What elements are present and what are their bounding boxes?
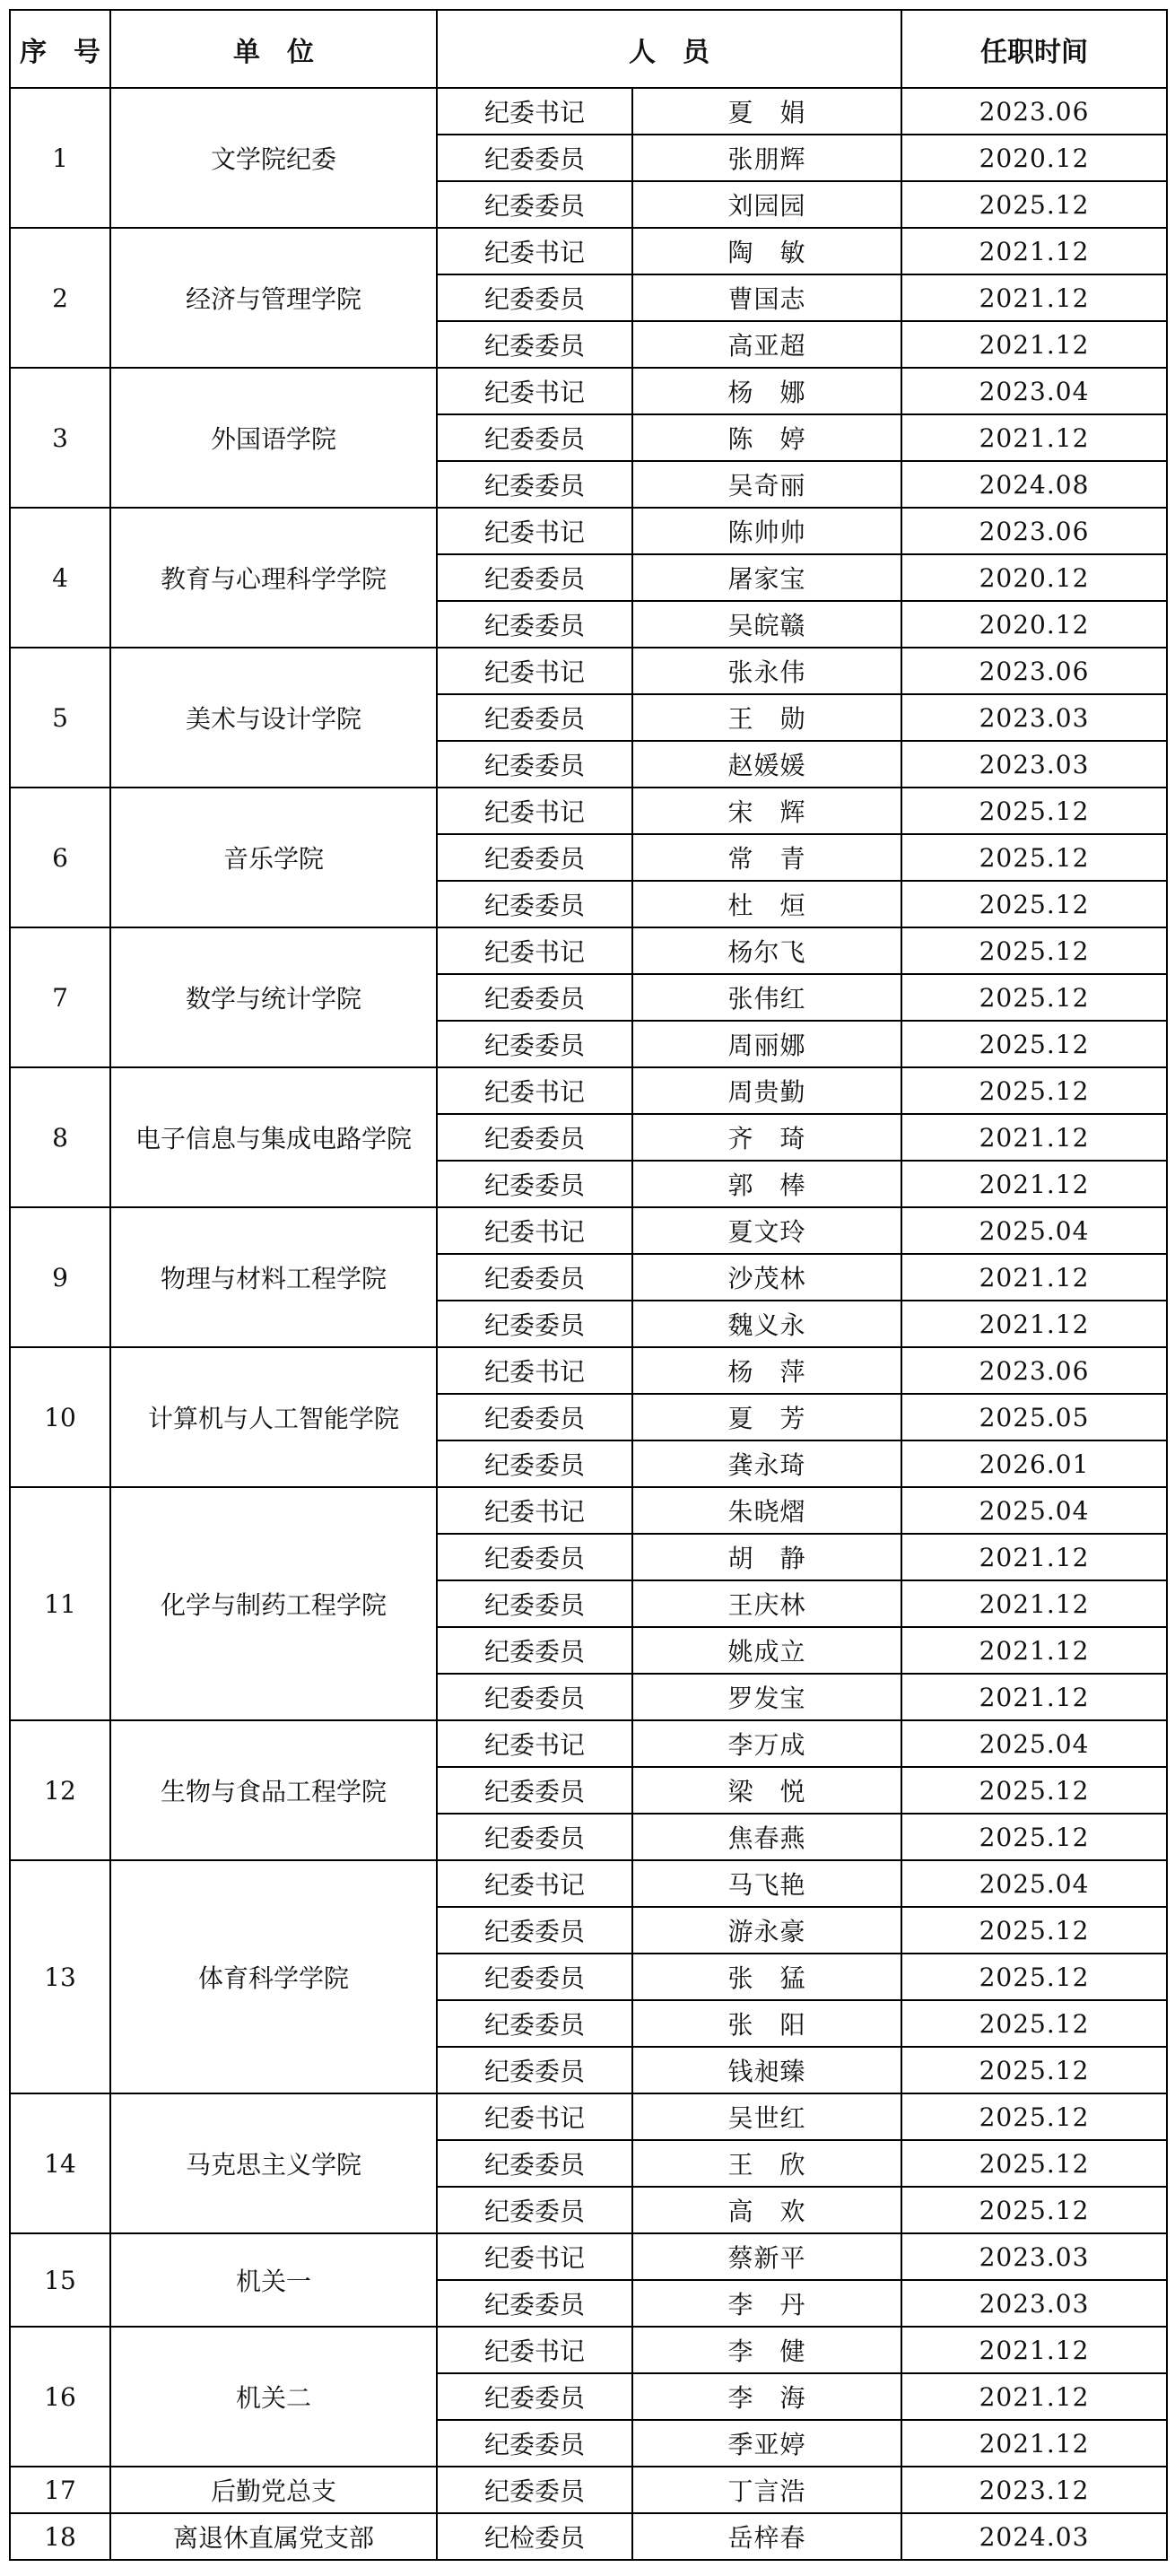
member-role-cell: 纪委委员	[437, 1440, 632, 1487]
serial-number-cell: 15	[10, 2233, 110, 2327]
member-role-cell: 纪委委员	[437, 2140, 632, 2187]
member-role-cell: 纪委书记	[437, 2093, 632, 2140]
serial-number-cell: 9	[10, 1207, 110, 1347]
member-role-cell: 纪委委员	[437, 1021, 632, 1067]
appointment-date-cell: 2025.12	[901, 1814, 1167, 1860]
serial-number-cell: 6	[10, 788, 110, 927]
member-role-cell: 纪检委员	[437, 2513, 632, 2560]
serial-number-cell: 12	[10, 1720, 110, 1860]
member-role-cell: 纪委书记	[437, 2233, 632, 2280]
member-role-cell: 纪委委员	[437, 601, 632, 648]
member-name-cell: 张伟红	[632, 974, 901, 1021]
member-name-cell: 杜 烜	[632, 881, 901, 927]
unit-name-cell: 电子信息与集成电路学院	[110, 1067, 437, 1207]
table-row	[10, 648, 1167, 694]
member-name-cell: 常 青	[632, 834, 901, 881]
member-role-cell: 纪委委员	[437, 1161, 632, 1207]
member-role-cell: 纪委委员	[437, 2047, 632, 2093]
serial-number-cell: 5	[10, 648, 110, 788]
table-row	[10, 368, 1167, 414]
serial-number-cell: 10	[10, 1347, 110, 1487]
appointment-date-cell: 2025.12	[901, 181, 1167, 228]
member-role-cell: 纪委委员	[437, 1254, 632, 1301]
appointment-date-cell: 2023.03	[901, 2280, 1167, 2327]
appointment-date-cell: 2021.12	[901, 1627, 1167, 1674]
member-role-cell: 纪委委员	[437, 1627, 632, 1674]
unit-name-cell: 外国语学院	[110, 368, 437, 508]
member-role-cell: 纪委委员	[437, 741, 632, 788]
appointment-date-cell: 2021.12	[901, 1580, 1167, 1627]
member-role-cell: 纪委委员	[437, 2280, 632, 2327]
roster-table	[9, 9, 1168, 2561]
table-row	[10, 1347, 1167, 1394]
member-name-cell: 姚成立	[632, 1627, 901, 1674]
member-role-cell: 纪委委员	[437, 1814, 632, 1860]
appointment-date-cell: 2021.12	[901, 1254, 1167, 1301]
header-row	[10, 10, 1167, 88]
appointment-date-cell: 2023.12	[901, 2467, 1167, 2513]
serial-number-cell: 4	[10, 508, 110, 648]
table-row	[10, 788, 1167, 834]
member-role-cell: 纪委委员	[437, 1580, 632, 1627]
table-row	[10, 228, 1167, 274]
appointment-date-cell: 2020.12	[901, 135, 1167, 181]
member-role-cell: 纪委委员	[437, 554, 632, 601]
member-name-cell: 杨尔飞	[632, 927, 901, 974]
table-row	[10, 1860, 1167, 1907]
appointment-date-cell: 2021.12	[901, 321, 1167, 368]
appointment-date-cell: 2021.12	[901, 1534, 1167, 1580]
member-role-cell: 纪委委员	[437, 1114, 632, 1161]
member-name-cell: 魏义永	[632, 1301, 901, 1347]
appointment-date-cell: 2025.12	[901, 2047, 1167, 2093]
member-name-cell: 吴奇丽	[632, 461, 901, 508]
unit-name-cell: 生物与食品工程学院	[110, 1720, 437, 1860]
member-role-cell: 纪委书记	[437, 1067, 632, 1114]
member-role-cell: 纪委书记	[437, 88, 632, 135]
appointment-date-cell: 2025.12	[901, 927, 1167, 974]
member-name-cell: 赵媛媛	[632, 741, 901, 788]
member-role-cell: 纪委书记	[437, 1720, 632, 1767]
appointment-date-cell: 2023.06	[901, 648, 1167, 694]
member-role-cell: 纪委书记	[437, 648, 632, 694]
member-name-cell: 陈帅帅	[632, 508, 901, 554]
member-name-cell: 李万成	[632, 1720, 901, 1767]
member-role-cell: 纪委委员	[437, 181, 632, 228]
member-role-cell: 纪委委员	[437, 461, 632, 508]
appointment-date-cell: 2025.12	[901, 2140, 1167, 2187]
unit-name-cell: 后勤党总支	[110, 2467, 437, 2513]
member-role-cell: 纪委委员	[437, 2187, 632, 2233]
appointment-date-cell: 2020.12	[901, 601, 1167, 648]
table-row	[10, 2513, 1167, 2560]
appointment-date-cell: 2025.12	[901, 2000, 1167, 2047]
header-appointment-time: 任职时间	[901, 10, 1167, 88]
member-role-cell: 纪委书记	[437, 1207, 632, 1254]
member-role-cell: 纪委委员	[437, 1394, 632, 1440]
appointment-date-cell: 2026.01	[901, 1440, 1167, 1487]
member-name-cell: 岳梓春	[632, 2513, 901, 2560]
appointment-date-cell: 2025.04	[901, 1720, 1167, 1767]
member-role-cell: 纪委委员	[437, 834, 632, 881]
table-row	[10, 1067, 1167, 1114]
member-name-cell: 梁 悦	[632, 1767, 901, 1814]
appointment-date-cell: 2025.04	[901, 1207, 1167, 1254]
member-name-cell: 郭 棒	[632, 1161, 901, 1207]
member-name-cell: 杨 娜	[632, 368, 901, 414]
member-role-cell: 纪委委员	[437, 1907, 632, 1954]
member-role-cell: 纪委委员	[437, 1954, 632, 2000]
member-name-cell: 张朋辉	[632, 135, 901, 181]
member-name-cell: 王 勋	[632, 694, 901, 741]
appointment-date-cell: 2021.12	[901, 2420, 1167, 2467]
member-name-cell: 朱晓熠	[632, 1487, 901, 1534]
serial-number-cell: 18	[10, 2513, 110, 2560]
appointment-date-cell: 2021.12	[901, 228, 1167, 274]
member-role-cell: 纪委委员	[437, 2420, 632, 2467]
header-serial-number: 序 号	[10, 10, 110, 88]
member-name-cell: 屠家宝	[632, 554, 901, 601]
appointment-date-cell: 2025.12	[901, 788, 1167, 834]
member-name-cell: 夏 娟	[632, 88, 901, 135]
member-name-cell: 刘园园	[632, 181, 901, 228]
member-role-cell: 纪委委员	[437, 2373, 632, 2420]
table-row	[10, 88, 1167, 135]
member-role-cell: 纪委委员	[437, 321, 632, 368]
member-name-cell: 吴皖赣	[632, 601, 901, 648]
roster-sheet	[9, 9, 1166, 2567]
member-role-cell: 纪委书记	[437, 2327, 632, 2373]
unit-name-cell: 离退休直属党支部	[110, 2513, 437, 2560]
appointment-date-cell: 2020.12	[901, 554, 1167, 601]
unit-name-cell: 音乐学院	[110, 788, 437, 927]
member-name-cell: 陈 婷	[632, 414, 901, 461]
serial-number-cell: 8	[10, 1067, 110, 1207]
appointment-date-cell: 2025.12	[901, 2187, 1167, 2233]
table-row	[10, 1487, 1167, 1534]
member-name-cell: 马飞艳	[632, 1860, 901, 1907]
member-name-cell: 丁言浩	[632, 2467, 901, 2513]
appointment-date-cell: 2025.12	[901, 2093, 1167, 2140]
appointment-date-cell: 2025.12	[901, 1907, 1167, 1954]
member-role-cell: 纪委委员	[437, 974, 632, 1021]
table-row	[10, 2093, 1167, 2140]
member-name-cell: 罗发宝	[632, 1674, 901, 1720]
member-name-cell: 沙茂林	[632, 1254, 901, 1301]
member-role-cell: 纪委书记	[437, 1487, 632, 1534]
unit-name-cell: 机关一	[110, 2233, 437, 2327]
appointment-date-cell: 2023.03	[901, 2233, 1167, 2280]
appointment-date-cell: 2023.04	[901, 368, 1167, 414]
unit-name-cell: 教育与心理科学学院	[110, 508, 437, 648]
member-name-cell: 夏 芳	[632, 1394, 901, 1440]
roster-body	[10, 88, 1167, 2560]
member-role-cell: 纪委委员	[437, 1767, 632, 1814]
member-name-cell: 曹国志	[632, 274, 901, 321]
member-name-cell: 李 丹	[632, 2280, 901, 2327]
appointment-date-cell: 2024.08	[901, 461, 1167, 508]
appointment-date-cell: 2023.03	[901, 694, 1167, 741]
unit-name-cell: 机关二	[110, 2327, 437, 2467]
appointment-date-cell: 2025.04	[901, 1860, 1167, 1907]
member-name-cell: 周贵勤	[632, 1067, 901, 1114]
member-name-cell: 夏文玲	[632, 1207, 901, 1254]
header-unit: 单 位	[110, 10, 437, 88]
appointment-date-cell: 2024.03	[901, 2513, 1167, 2560]
member-name-cell: 高 欢	[632, 2187, 901, 2233]
appointment-date-cell: 2025.12	[901, 1067, 1167, 1114]
member-role-cell: 纪委委员	[437, 135, 632, 181]
member-name-cell: 胡 静	[632, 1534, 901, 1580]
unit-name-cell: 化学与制药工程学院	[110, 1487, 437, 1720]
unit-name-cell: 计算机与人工智能学院	[110, 1347, 437, 1487]
member-role-cell: 纪委书记	[437, 1860, 632, 1907]
member-role-cell: 纪委书记	[437, 368, 632, 414]
serial-number-cell: 2	[10, 228, 110, 368]
appointment-date-cell: 2025.12	[901, 974, 1167, 1021]
member-name-cell: 龚永琦	[632, 1440, 901, 1487]
serial-number-cell: 3	[10, 368, 110, 508]
member-role-cell: 纪委委员	[437, 2467, 632, 2513]
appointment-date-cell: 2023.06	[901, 508, 1167, 554]
table-row	[10, 2233, 1167, 2280]
member-role-cell: 纪委委员	[437, 1674, 632, 1720]
header-personnel: 人 员	[437, 10, 901, 88]
member-role-cell: 纪委书记	[437, 1347, 632, 1394]
member-name-cell: 季亚婷	[632, 2420, 901, 2467]
unit-name-cell: 文学院纪委	[110, 88, 437, 228]
member-role-cell: 纪委委员	[437, 414, 632, 461]
table-row	[10, 2467, 1167, 2513]
serial-number-cell: 17	[10, 2467, 110, 2513]
appointment-date-cell: 2023.06	[901, 88, 1167, 135]
member-name-cell: 高亚超	[632, 321, 901, 368]
appointment-date-cell: 2021.12	[901, 2327, 1167, 2373]
unit-name-cell: 马克思主义学院	[110, 2093, 437, 2233]
table-row	[10, 1207, 1167, 1254]
serial-number-cell: 11	[10, 1487, 110, 1720]
unit-name-cell: 美术与设计学院	[110, 648, 437, 788]
member-role-cell: 纪委委员	[437, 694, 632, 741]
appointment-date-cell: 2021.12	[901, 2373, 1167, 2420]
appointment-date-cell: 2021.12	[901, 414, 1167, 461]
member-role-cell: 纪委委员	[437, 1301, 632, 1347]
member-role-cell: 纪委委员	[437, 1534, 632, 1580]
appointment-date-cell: 2023.06	[901, 1347, 1167, 1394]
serial-number-cell: 7	[10, 927, 110, 1067]
unit-name-cell: 体育科学学院	[110, 1860, 437, 2093]
table-row	[10, 927, 1167, 974]
appointment-date-cell: 2025.04	[901, 1487, 1167, 1534]
member-role-cell: 纪委书记	[437, 927, 632, 974]
member-role-cell: 纪委委员	[437, 881, 632, 927]
appointment-date-cell: 2021.12	[901, 1161, 1167, 1207]
member-name-cell: 齐 琦	[632, 1114, 901, 1161]
appointment-date-cell: 2025.12	[901, 881, 1167, 927]
unit-name-cell: 物理与材料工程学院	[110, 1207, 437, 1347]
appointment-date-cell: 2025.12	[901, 1021, 1167, 1067]
appointment-date-cell: 2021.12	[901, 274, 1167, 321]
member-name-cell: 周丽娜	[632, 1021, 901, 1067]
member-role-cell: 纪委书记	[437, 508, 632, 554]
unit-name-cell: 数学与统计学院	[110, 927, 437, 1067]
member-name-cell: 张 猛	[632, 1954, 901, 2000]
member-name-cell: 陶 敏	[632, 228, 901, 274]
member-role-cell: 纪委书记	[437, 228, 632, 274]
serial-number-cell: 13	[10, 1860, 110, 2093]
member-name-cell: 钱昶臻	[632, 2047, 901, 2093]
appointment-date-cell: 2025.12	[901, 1954, 1167, 2000]
member-name-cell: 王 欣	[632, 2140, 901, 2187]
member-name-cell: 宋 辉	[632, 788, 901, 834]
unit-name-cell: 经济与管理学院	[110, 228, 437, 368]
member-name-cell: 张 阳	[632, 2000, 901, 2047]
appointment-date-cell: 2021.12	[901, 1301, 1167, 1347]
member-name-cell: 杨 萍	[632, 1347, 901, 1394]
member-name-cell: 蔡新平	[632, 2233, 901, 2280]
appointment-date-cell: 2025.12	[901, 834, 1167, 881]
appointment-date-cell: 2021.12	[901, 1114, 1167, 1161]
serial-number-cell: 1	[10, 88, 110, 228]
table-row	[10, 508, 1167, 554]
member-role-cell: 纪委委员	[437, 2000, 632, 2047]
serial-number-cell: 16	[10, 2327, 110, 2467]
member-name-cell: 李 海	[632, 2373, 901, 2420]
appointment-date-cell: 2025.05	[901, 1394, 1167, 1440]
appointment-date-cell: 2025.12	[901, 1767, 1167, 1814]
table-row	[10, 2327, 1167, 2373]
member-role-cell: 纪委委员	[437, 274, 632, 321]
serial-number-cell: 14	[10, 2093, 110, 2233]
member-role-cell: 纪委书记	[437, 788, 632, 834]
member-name-cell: 焦春燕	[632, 1814, 901, 1860]
table-row	[10, 1720, 1167, 1767]
appointment-date-cell: 2021.12	[901, 1674, 1167, 1720]
appointment-date-cell: 2023.03	[901, 741, 1167, 788]
member-name-cell: 张永伟	[632, 648, 901, 694]
member-name-cell: 吴世红	[632, 2093, 901, 2140]
member-name-cell: 游永豪	[632, 1907, 901, 1954]
member-name-cell: 王庆林	[632, 1580, 901, 1627]
member-name-cell: 李 健	[632, 2327, 901, 2373]
